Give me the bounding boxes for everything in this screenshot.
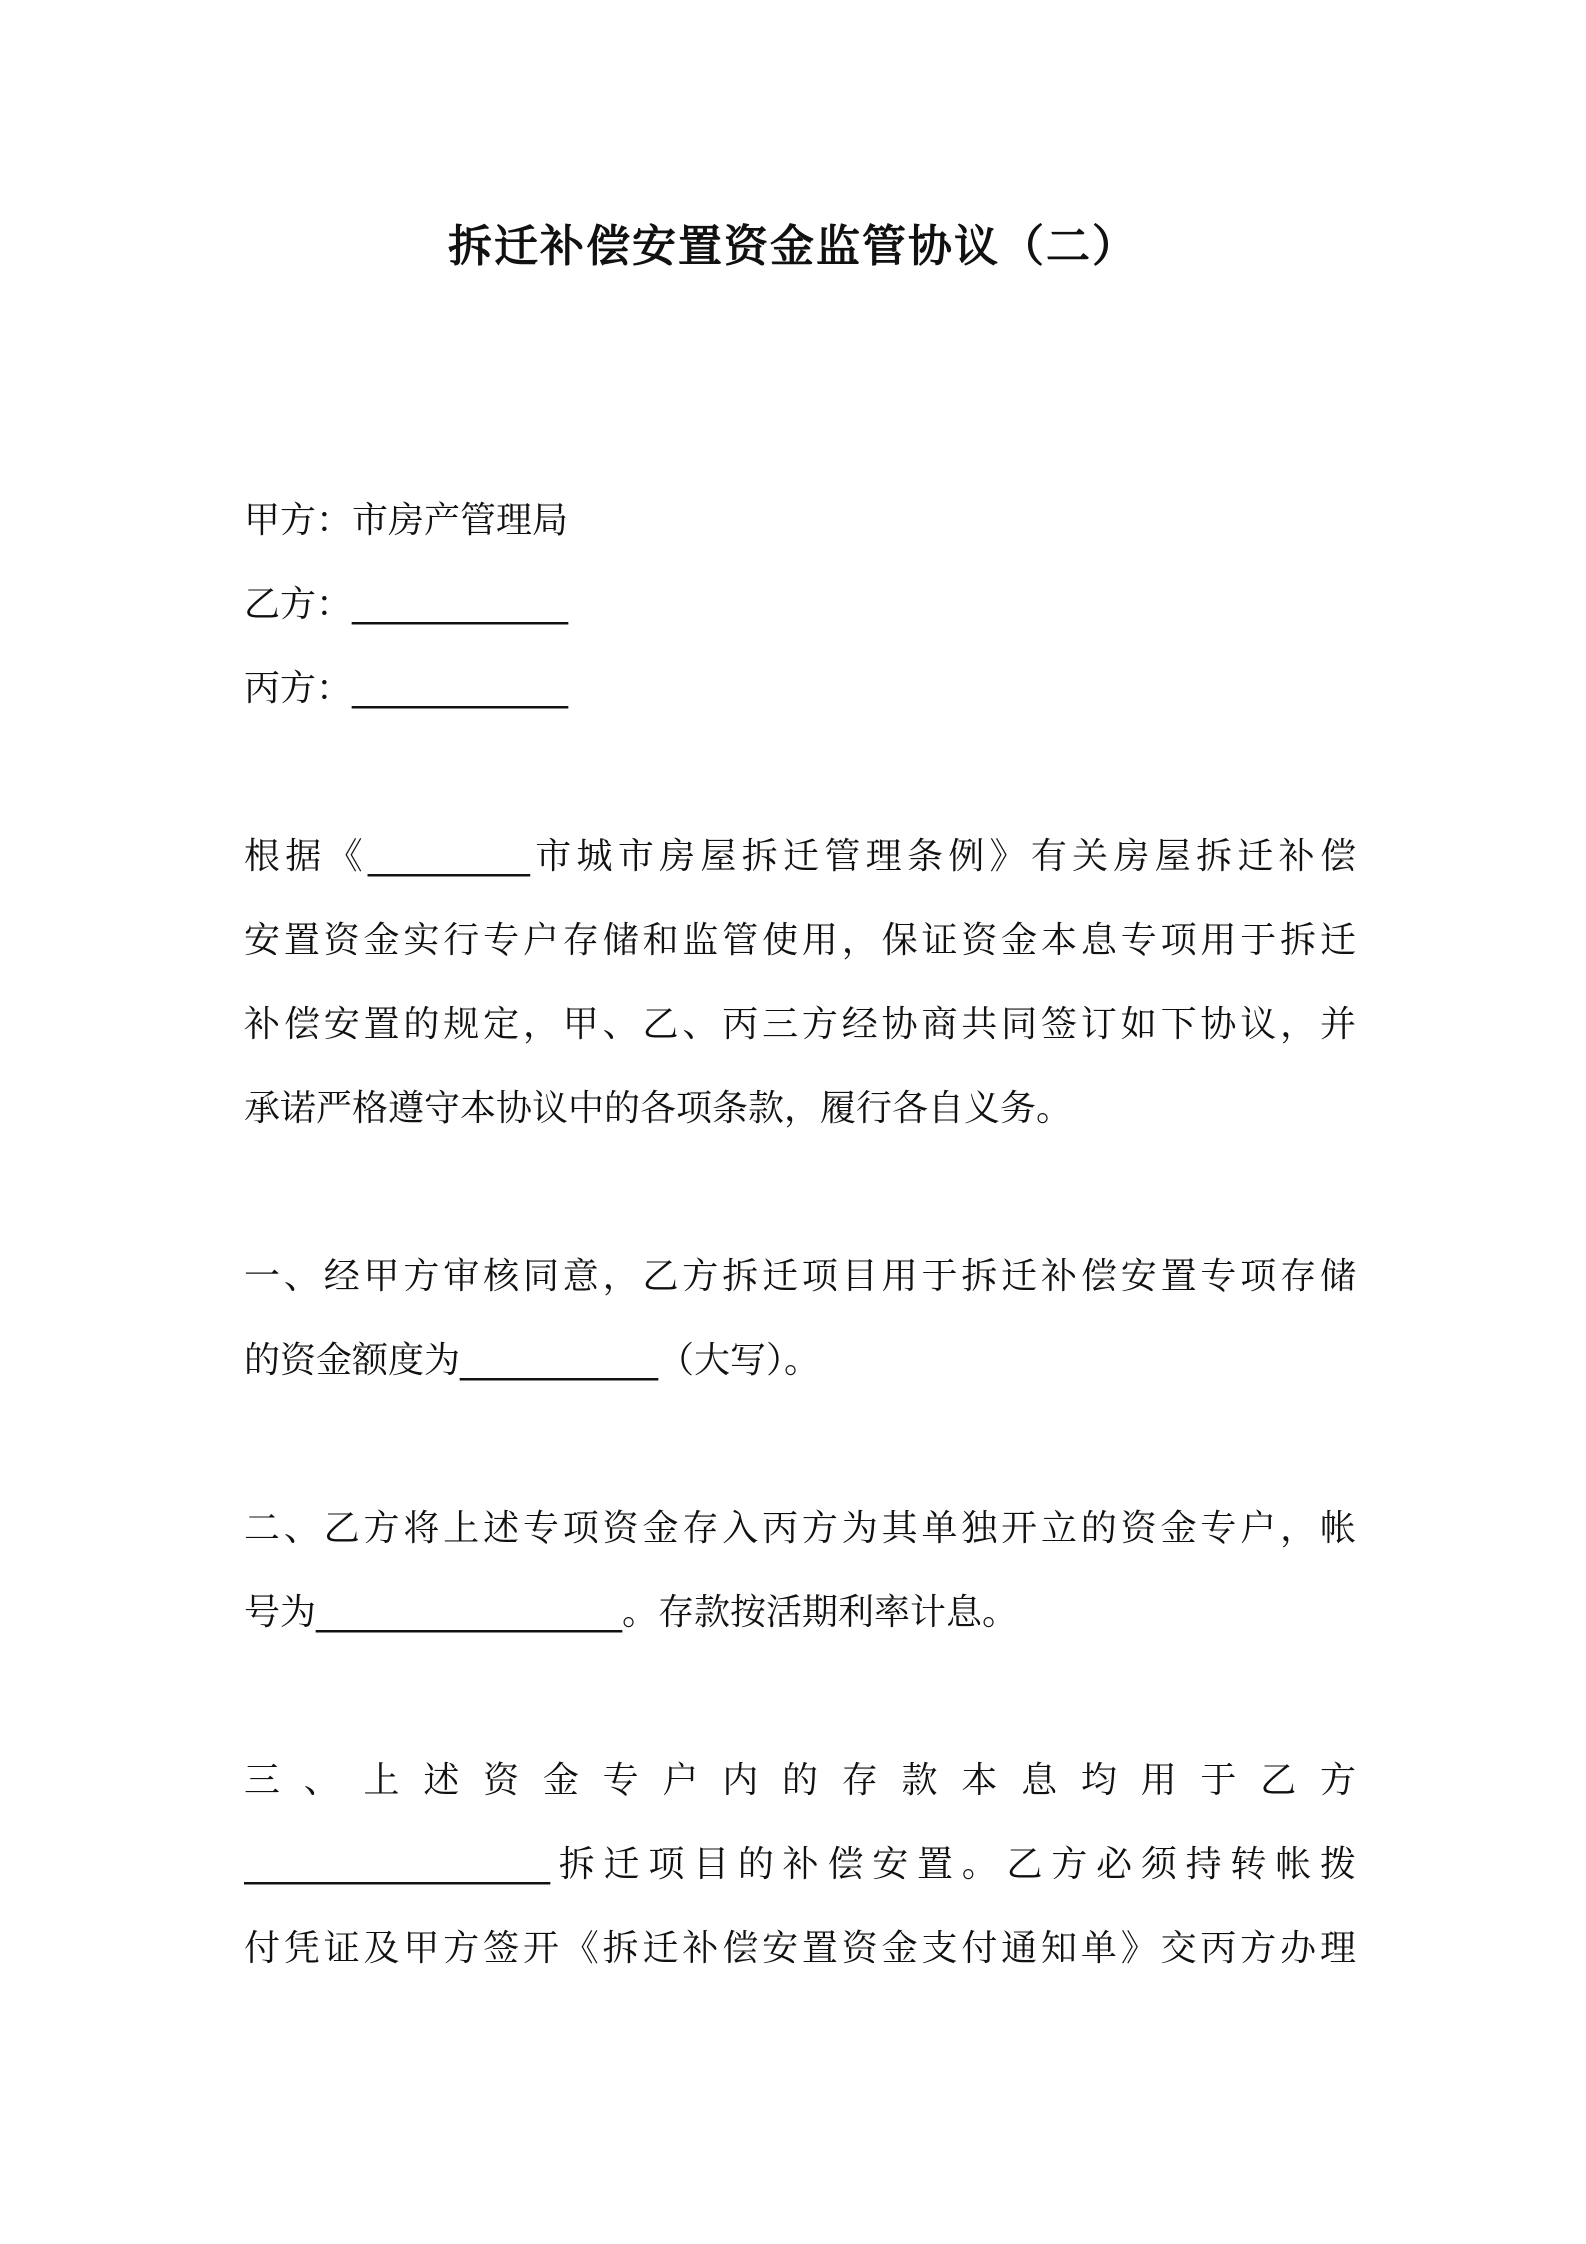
preamble-line-1: 根据《_________市城市房屋拆迁管理条例》有关房屋拆迁补偿 [244,836,1356,877]
party-a-line: 甲方：市房产管理局 [244,500,569,541]
clause-3-line-2: _________________拆迁项目的补偿安置。乙方必须持转帐拨 [244,1844,1356,1885]
clause-1-line-2: 的资金额度为___________（大写）。 [244,1340,821,1381]
party-c-line: 丙方：____________ [244,668,569,709]
clause-3-line-1: 三、上述资金专户内的存款本息均用于乙方 [244,1760,1356,1801]
clause-2-line-2: 号为_________________。存款按活期利率计息。 [244,1592,1019,1633]
preamble-line-2: 安置资金实行专户存储和监管使用，保证资金本息专项用于拆迁 [244,920,1356,961]
preamble-line-3: 补偿安置的规定，甲、乙、丙三方经协商共同签订如下协议，并 [244,1004,1356,1045]
clause-2-line-1: 二、乙方将上述专项资金存入丙方为其单独开立的资金专户，帐 [244,1508,1356,1549]
preamble-line-4: 承诺严格遵守本协议中的各项条款，履行各自义务。 [244,1088,1073,1129]
clause-1-line-1: 一、经甲方审核同意，乙方拆迁项目用于拆迁补偿安置专项存储 [244,1256,1356,1297]
party-b-line: 乙方：____________ [244,584,569,625]
clause-3-line-3: 付凭证及甲方签开《拆迁补偿安置资金支付通知单》交丙方办理 [244,1928,1356,1969]
document-title: 拆迁补偿安置资金监管协议（二） [448,221,1138,272]
